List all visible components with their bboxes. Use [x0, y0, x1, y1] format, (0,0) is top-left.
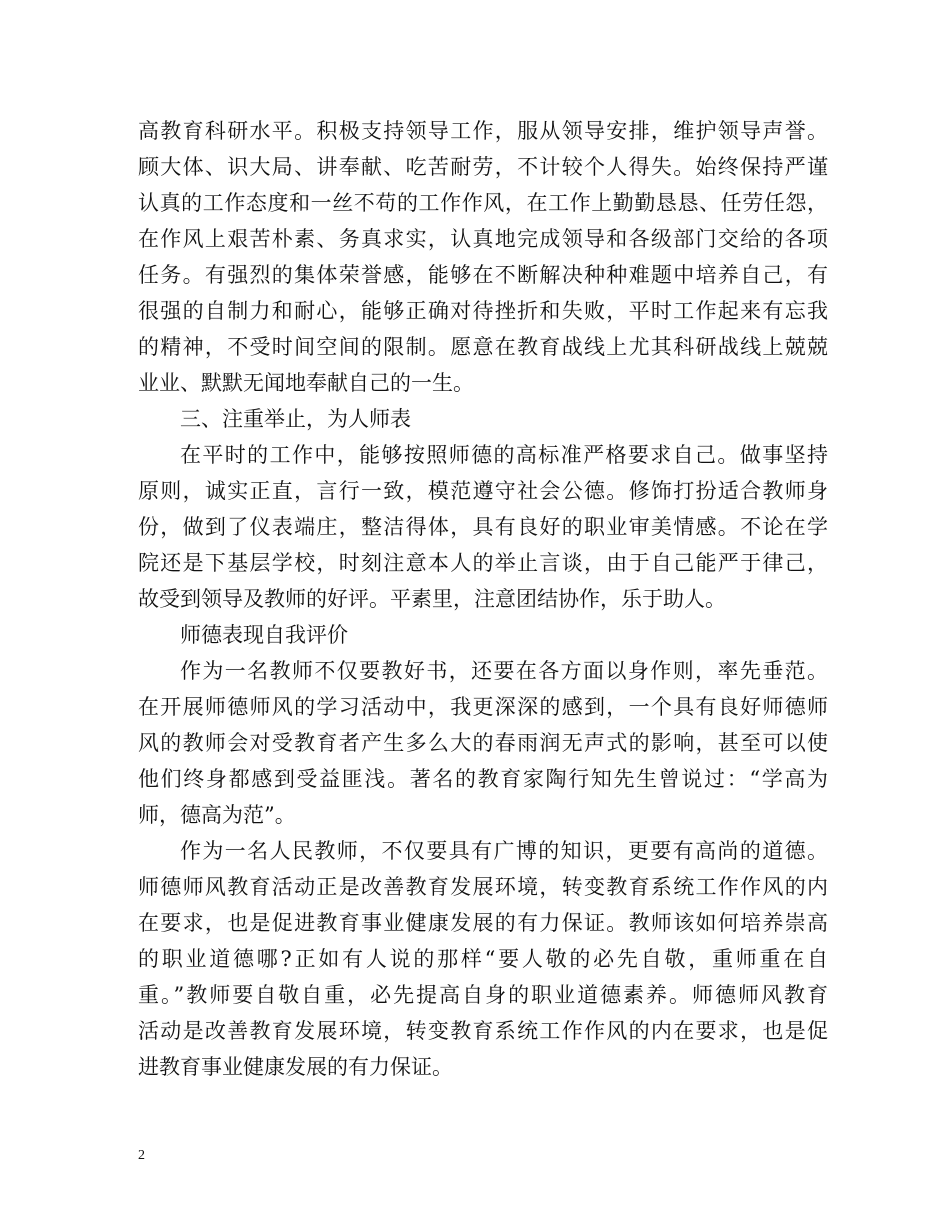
text-line: 在作风上艰苦朴素、务真求实，认真地完成领导和各级部门交给的各项 — [138, 227, 828, 251]
text-line: 他们终身都感到受益匪浅。著名的教育家陶行知先生曾说过：“学高为 — [138, 767, 828, 791]
text-line: 认真的工作态度和一丝不苟的工作作风，在工作上勤勤恳恳、任劳任怨， — [138, 191, 828, 215]
text-line: 进教育事业健康发展的有力保证。 — [138, 1055, 453, 1079]
text-line: 很强的自制力和耐心，能够正确对待挫折和失败，平时工作起来有忘我 — [138, 299, 828, 323]
text-line: 业业、默默无闻地奉献自己的一生。 — [138, 371, 474, 395]
text-line: 高教育科研水平。积极支持领导工作，服从领导安排，维护领导声誉。 — [138, 119, 828, 143]
text-line: 顾大体、识大局、讲奉献、吃苦耐劳，不计较个人得失。始终保持严谨 — [138, 155, 828, 179]
text-line: 活动是改善教育发展环境，转变教育系统工作作风的内在要求，也是促 — [138, 1019, 828, 1043]
section-heading: 三、注重举止，为人师表 — [180, 407, 411, 431]
body-text — [138, 113, 828, 1085]
text-line: 任务。有强烈的集体荣誉感，能够在不断解决种种难题中培养自己，有 — [138, 263, 828, 287]
text-line: 在平时的工作中，能够按照师德的高标准严格要求自己。做事坚持 — [180, 443, 828, 467]
text-line: 份，做到了仪表端庄，整洁得体，具有良好的职业审美情感。不论在学 — [138, 515, 828, 539]
text-line: 的职业道德哪?正如有人说的那样“要人敬的必先自敬，重师重在自 — [138, 947, 828, 971]
section-heading: 师德表现自我评价 — [180, 623, 348, 647]
text-line: 风的教师会对受教育者产生多么大的春雨润无声式的影响，甚至可以使 — [138, 731, 828, 755]
text-line: 的精神，不受时间空间的限制。愿意在教育战线上尤其科研战线上兢兢 — [138, 335, 828, 359]
page-number: 2 — [138, 1148, 145, 1163]
text-line: 作为一名人民教师，不仅要具有广博的知识，更要有高尚的道德。 — [180, 839, 828, 863]
text-line: 师德师风教育活动正是改善教育发展环境，转变教育系统工作作风的内 — [138, 875, 828, 899]
text-line: 在要求，也是促进教育事业健康发展的有力保证。教师该如何培养崇高 — [138, 911, 828, 935]
text-line: 原则，诚实正直，言行一致，模范遵守社会公德。修饰打扮适合教师身 — [138, 479, 828, 503]
text-line: 师，德高为范”。 — [138, 803, 296, 827]
text-line: 重。”教师要自敬自重，必先提高自身的职业道德素养。师德师风教育 — [138, 983, 828, 1007]
text-line: 故受到领导及教师的好评。平素里，注意团结协作，乐于助人。 — [138, 587, 726, 611]
text-line: 作为一名教师不仅要教好书，还要在各方面以身作则，率先垂范。 — [180, 659, 828, 683]
text-line: 院还是下基层学校，时刻注意本人的举止言谈，由于自己能严于律己， — [138, 551, 828, 575]
text-line: 在开展师德师风的学习活动中，我更深深的感到，一个具有良好师德师 — [138, 695, 828, 719]
